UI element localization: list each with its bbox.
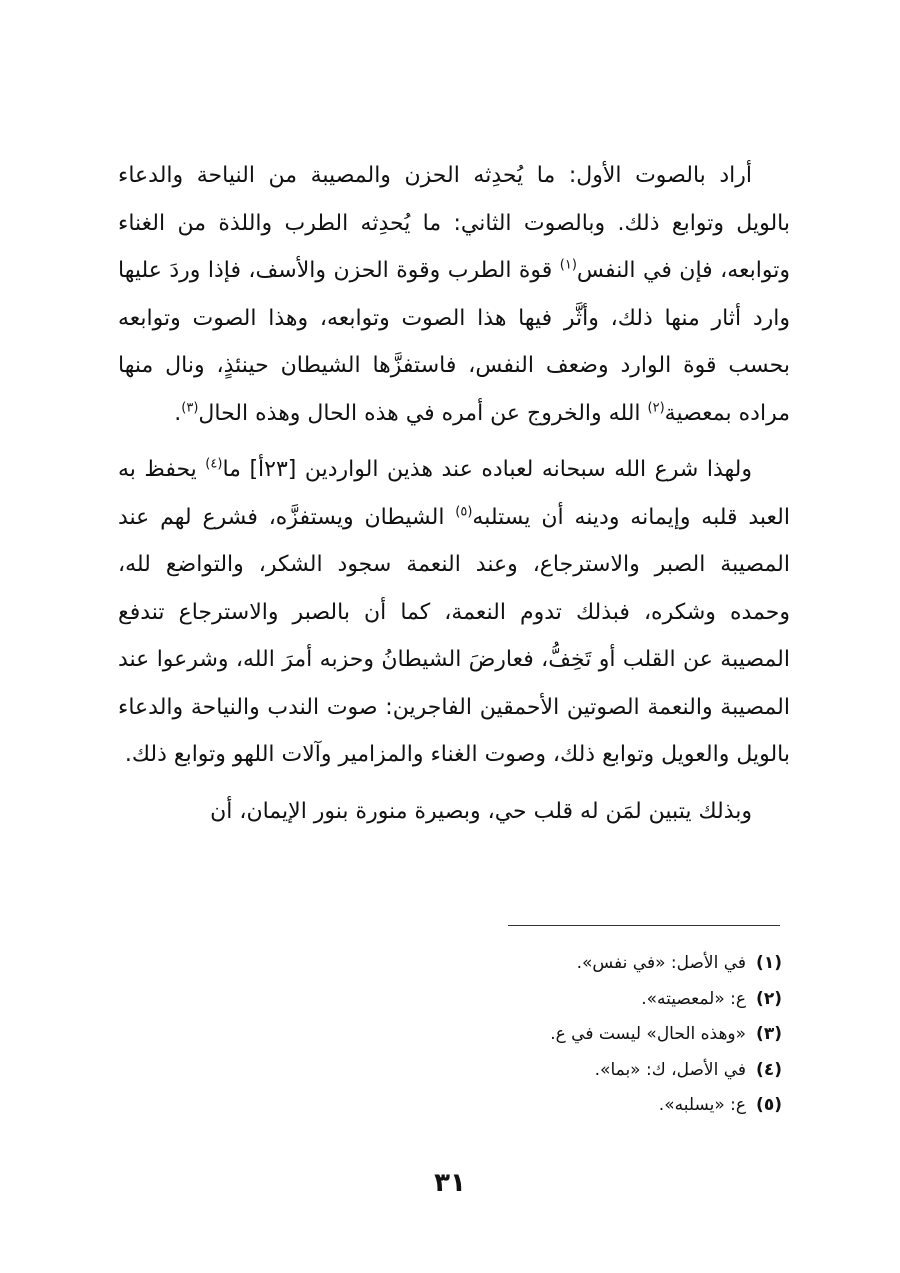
text-run: يحفظ به العبد قلبه وإيمانه ودينه أن يستلبه [118,457,790,530]
paragraph-3 [118,788,790,836]
footnote-number: (٢) [756,988,782,1009]
footnote-text: في الأصل، ك: «بما». [594,1059,747,1080]
footnote-item [300,946,782,982]
footnote-item [300,982,782,1018]
footnote-number: (٤) [756,1059,782,1080]
text-run: وبذلك يتبين لمَن له قلب حي، وبصيرة منورة بنور الإيمان، أن [210,798,752,824]
text-run: الشيطان ويستفزَّه، فشرع لهم عند المصيبة الصبر والاسترجاع، وعند النعمة سجود الشكر، والتواضع لله، وحمده وشكره، فبذلك تدوم النعمة، كما أن بالصبر والاسترجاع تندفع المصيبة عن القلب أو تَخِفُّ، فعارضَ الشيطانُ وحزبه أمرَ الله، وشرعوا عند المصيبة والنعمة الصوتين الأحمقين الفاجرين: صوت الندب والنياحة والدعاء بالويل والعويل وتوابع ذلك، وصوت الغناء والمزامير وآلات اللهو وتوابع ذلك. [118,504,790,767]
main-text [118,152,790,844]
page-number: ٣١ [434,1168,466,1198]
text-run: قوة الطرب وقوة الحزن والأسف، فإذا وردَ عليها وارد أثار منها ذلك، وأثَّر فيها هذا الصوت وتوابعه، وهذا الصوت وتوابعه بحسب قوة الوارد وضعف النفس، فاستفزَّها الشيطان حينئذٍ، ونال منها مراده بمعصية [118,258,790,426]
footnote-number: (١) [756,953,782,973]
text-run: الله والخروج عن أمره في هذه الحال وهذه الحال [198,400,648,426]
footnote-item [300,1053,782,1089]
footnote-text: ع: «يسلبه». [658,1095,747,1115]
footnote-ref-3: (٣) [181,400,199,416]
footnote-text: ع: «لمعصيته». [641,988,747,1009]
text-run: . [174,400,182,426]
footnote-item [300,1017,782,1053]
footnote-item [300,1088,782,1124]
footnote-text: «وهذه الحال» ليست في ع. [550,1024,747,1044]
footnote-divider [508,925,780,926]
text-run: أراد بالصوت الأول: ما يُحدِثه الحزن والمصيبة من النياحة والدعاء بالويل وتوابع ذلك. وبالصوت الثاني: ما يُحدِثه الطرب واللذة من الغناء وتوابعه، فإن في النفس [118,163,790,283]
footnote-ref-1: (١) [559,257,577,273]
text-run: ولهذا شرع الله سبحانه لعباده عند هذين الواردين [٢٣أ] ما [222,457,752,482]
footnote-ref-5: (٥) [455,504,473,520]
paragraph-1 [118,152,790,437]
footnote-number: (٥) [756,1095,782,1115]
footnote-ref-2: (٢) [647,400,665,416]
footnote-ref-4: (٤) [205,456,223,472]
footnote-text: في الأصل: «في نفس». [576,953,747,973]
footnote-number: (٣) [756,1024,782,1044]
footnotes-list [300,946,782,1124]
paragraph-2 [118,446,790,779]
